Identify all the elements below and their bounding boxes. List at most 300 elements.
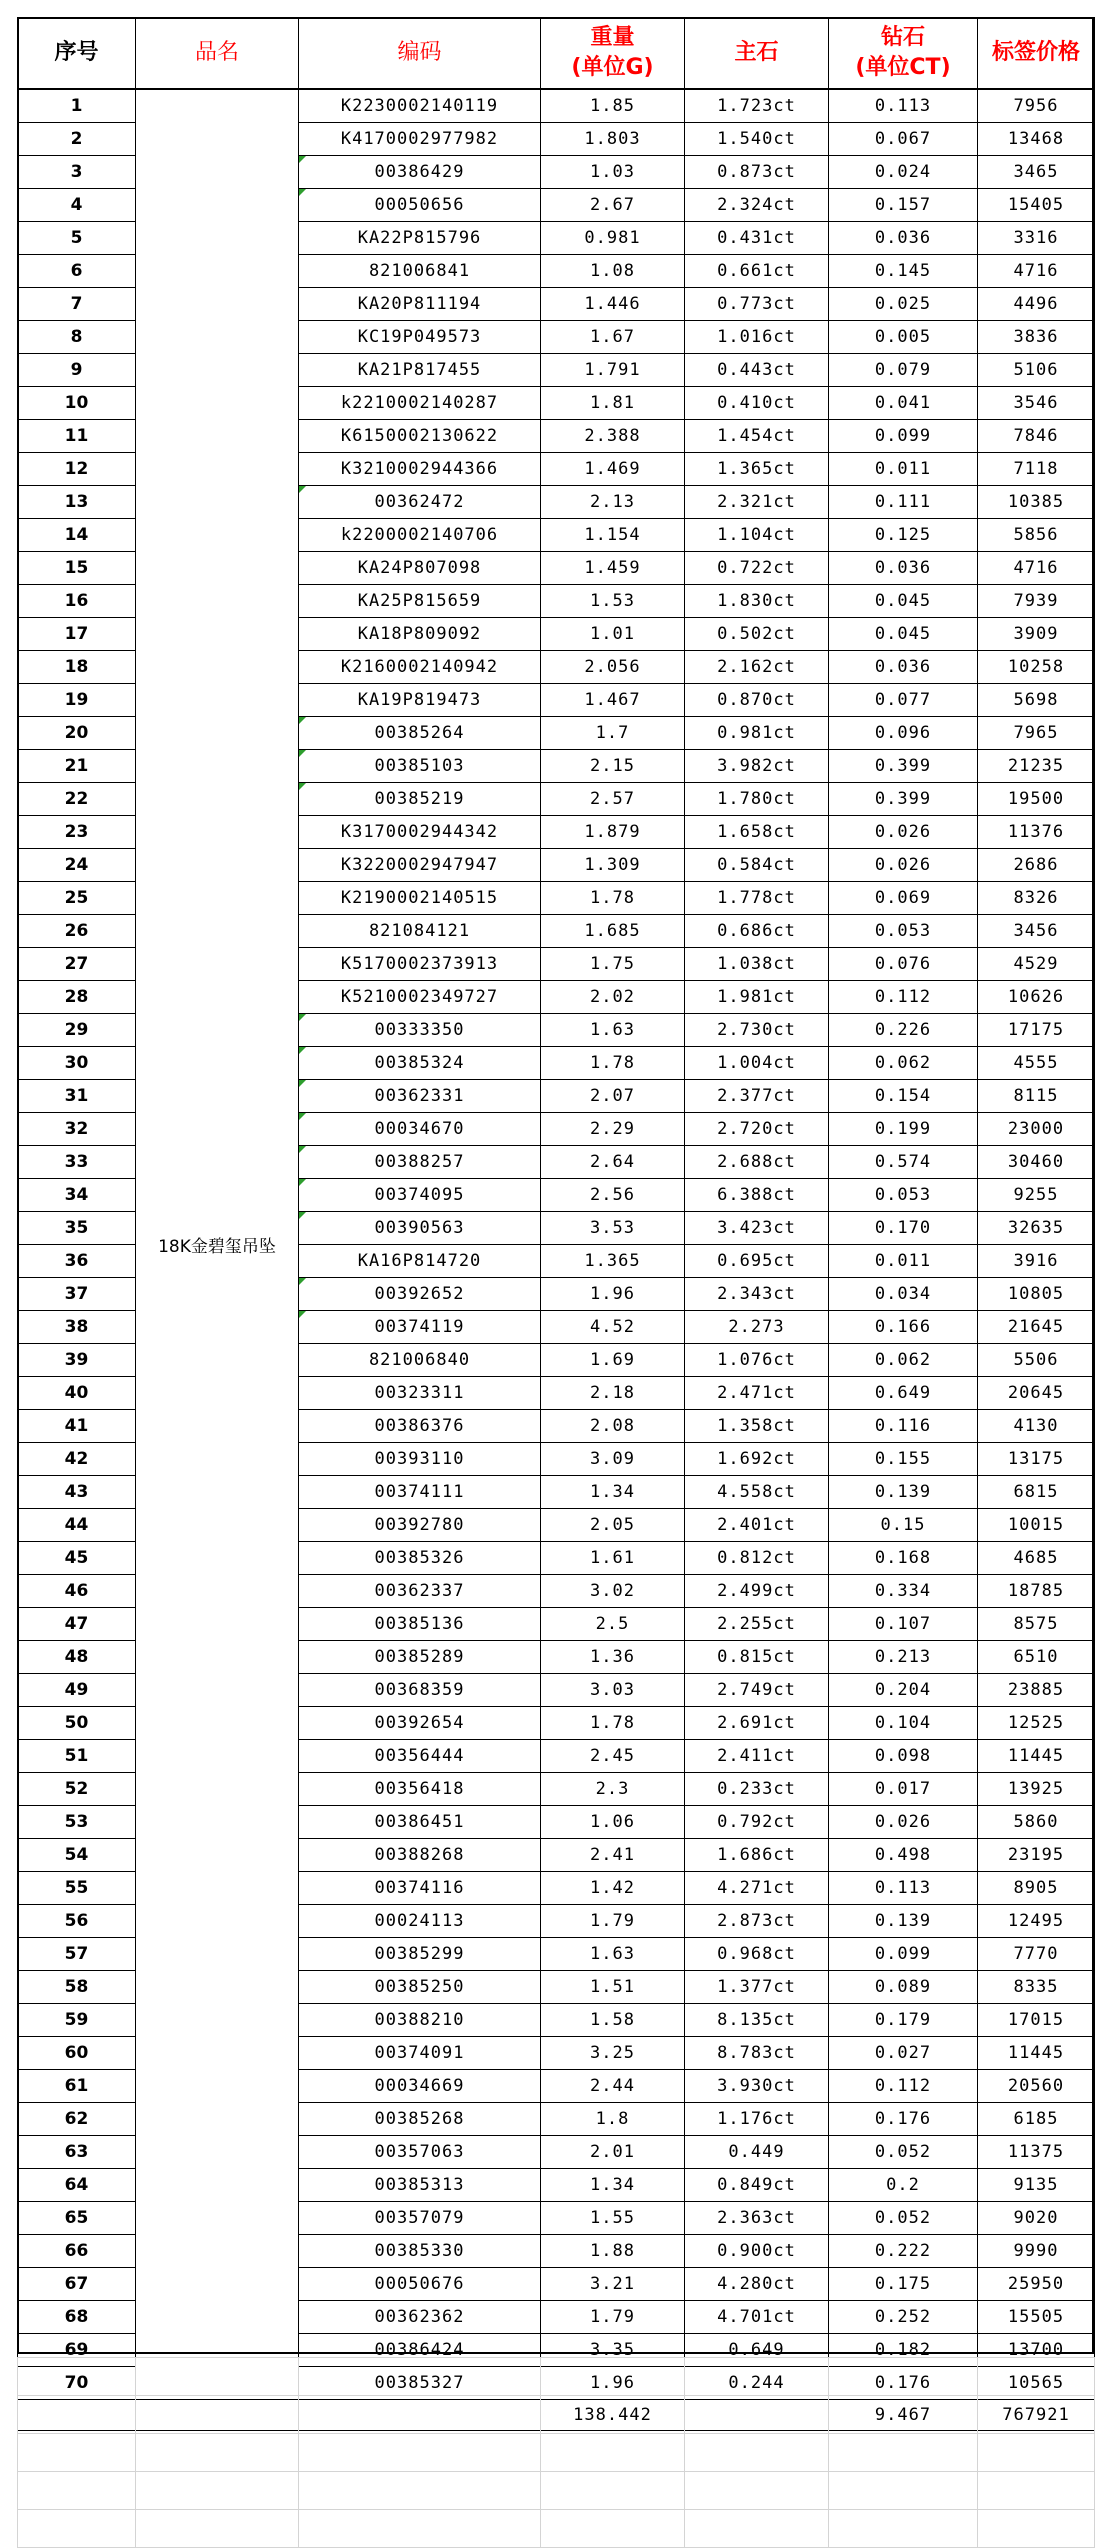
- row-weight-cell[interactable]: 1.685: [541, 915, 685, 948]
- row-weight-cell[interactable]: 2.64: [541, 1146, 685, 1179]
- row-main-stone-cell[interactable]: 2.688ct: [685, 1146, 829, 1179]
- row-seq-cell[interactable]: 36: [18, 1245, 136, 1278]
- row-code-cell[interactable]: KA22P815796: [299, 222, 541, 255]
- row-diamond-cell[interactable]: 0.168: [829, 1542, 978, 1575]
- row-diamond-cell[interactable]: 0.399: [829, 750, 978, 783]
- row-price-cell[interactable]: 11445: [978, 1740, 1095, 1773]
- row-seq-cell[interactable]: 65: [18, 2202, 136, 2235]
- row-seq-cell[interactable]: 53: [18, 1806, 136, 1839]
- row-code-cell[interactable]: KA25P815659: [299, 585, 541, 618]
- row-seq-cell[interactable]: 21: [18, 750, 136, 783]
- row-diamond-cell[interactable]: 0.157: [829, 189, 978, 222]
- row-main-stone-cell[interactable]: 0.900ct: [685, 2235, 829, 2268]
- row-weight-cell[interactable]: 3.09: [541, 1443, 685, 1476]
- row-diamond-cell[interactable]: 0.112: [829, 2070, 978, 2103]
- row-code-cell[interactable]: 00385313: [299, 2169, 541, 2202]
- row-main-stone-cell[interactable]: 0.661ct: [685, 255, 829, 288]
- row-seq-cell[interactable]: 37: [18, 1278, 136, 1311]
- row-price-cell[interactable]: 11375: [978, 2136, 1095, 2169]
- row-code-cell[interactable]: 00388268: [299, 1839, 541, 1872]
- row-price-cell[interactable]: 5860: [978, 1806, 1095, 1839]
- row-code-cell[interactable]: 00034669: [299, 2070, 541, 2103]
- row-seq-cell[interactable]: 22: [18, 783, 136, 816]
- row-code-cell[interactable]: 00386424: [299, 2334, 541, 2367]
- row-price-cell[interactable]: 3465: [978, 156, 1095, 189]
- row-weight-cell[interactable]: 1.78: [541, 882, 685, 915]
- row-weight-cell[interactable]: 3.25: [541, 2037, 685, 2070]
- empty-cell[interactable]: [136, 2434, 299, 2472]
- row-code-cell[interactable]: K3220002947947: [299, 849, 541, 882]
- row-main-stone-cell[interactable]: 0.792ct: [685, 1806, 829, 1839]
- row-main-stone-cell[interactable]: 1.778ct: [685, 882, 829, 915]
- header-weight[interactable]: [541, 18, 685, 90]
- row-diamond-cell[interactable]: 0.053: [829, 1179, 978, 1212]
- row-price-cell[interactable]: 19500: [978, 783, 1095, 816]
- row-seq-cell[interactable]: 41: [18, 1410, 136, 1443]
- row-price-cell[interactable]: 5698: [978, 684, 1095, 717]
- row-diamond-cell[interactable]: 0.077: [829, 684, 978, 717]
- row-code-cell[interactable]: KA21P817455: [299, 354, 541, 387]
- row-code-cell[interactable]: 00385330: [299, 2235, 541, 2268]
- row-diamond-cell[interactable]: 0.154: [829, 1080, 978, 1113]
- row-code-cell[interactable]: 00368359: [299, 1674, 541, 1707]
- row-seq-cell[interactable]: 16: [18, 585, 136, 618]
- row-diamond-cell[interactable]: 0.176: [829, 2103, 978, 2136]
- row-main-stone-cell[interactable]: 0.812ct: [685, 1542, 829, 1575]
- row-diamond-cell[interactable]: 0.199: [829, 1113, 978, 1146]
- row-price-cell[interactable]: 20560: [978, 2070, 1095, 2103]
- empty-cell[interactable]: [541, 2510, 685, 2548]
- row-code-cell[interactable]: 00388257: [299, 1146, 541, 1179]
- row-seq-cell[interactable]: 19: [18, 684, 136, 717]
- row-code-cell[interactable]: 00385327: [299, 2367, 541, 2400]
- row-main-stone-cell[interactable]: 2.162ct: [685, 651, 829, 684]
- row-main-stone-cell[interactable]: 0.968ct: [685, 1938, 829, 1971]
- row-main-stone-cell[interactable]: 1.981ct: [685, 981, 829, 1014]
- row-main-stone-cell[interactable]: 0.584ct: [685, 849, 829, 882]
- row-weight-cell[interactable]: 3.35: [541, 2334, 685, 2367]
- row-price-cell[interactable]: 13700: [978, 2334, 1095, 2367]
- row-weight-cell[interactable]: 1.67: [541, 321, 685, 354]
- row-seq-cell[interactable]: 28: [18, 981, 136, 1014]
- row-code-cell[interactable]: 00374116: [299, 1872, 541, 1905]
- row-weight-cell[interactable]: 2.67: [541, 189, 685, 222]
- row-seq-cell[interactable]: 46: [18, 1575, 136, 1608]
- header-seq[interactable]: 序号: [18, 18, 136, 90]
- row-code-cell[interactable]: KA24P807098: [299, 552, 541, 585]
- row-weight-cell[interactable]: 3.21: [541, 2268, 685, 2301]
- row-seq-cell[interactable]: 7: [18, 288, 136, 321]
- row-diamond-cell[interactable]: 0.011: [829, 453, 978, 486]
- row-diamond-cell[interactable]: 0.104: [829, 1707, 978, 1740]
- empty-cell[interactable]: [299, 2434, 541, 2472]
- row-seq-cell[interactable]: 15: [18, 552, 136, 585]
- row-main-stone-cell[interactable]: 6.388ct: [685, 1179, 829, 1212]
- empty-cell[interactable]: [541, 2396, 685, 2434]
- total-price[interactable]: 767921: [978, 2400, 1095, 2431]
- row-weight-cell[interactable]: 2.08: [541, 1410, 685, 1443]
- empty-cell[interactable]: [299, 2396, 541, 2434]
- row-main-stone-cell[interactable]: 2.401ct: [685, 1509, 829, 1542]
- row-seq-cell[interactable]: 1: [18, 89, 136, 123]
- row-main-stone-cell[interactable]: 1.658ct: [685, 816, 829, 849]
- row-price-cell[interactable]: 20645: [978, 1377, 1095, 1410]
- row-diamond-cell[interactable]: 0.027: [829, 2037, 978, 2070]
- row-diamond-cell[interactable]: 0.204: [829, 1674, 978, 1707]
- row-code-cell[interactable]: k2200002140706: [299, 519, 541, 552]
- row-diamond-cell[interactable]: 0.111: [829, 486, 978, 519]
- row-weight-cell[interactable]: 1.42: [541, 1872, 685, 1905]
- row-main-stone-cell[interactable]: 0.233ct: [685, 1773, 829, 1806]
- row-seq-cell[interactable]: 48: [18, 1641, 136, 1674]
- row-price-cell[interactable]: 9990: [978, 2235, 1095, 2268]
- row-price-cell[interactable]: 8905: [978, 1872, 1095, 1905]
- row-weight-cell[interactable]: 0.981: [541, 222, 685, 255]
- row-seq-cell[interactable]: 34: [18, 1179, 136, 1212]
- row-weight-cell[interactable]: 1.69: [541, 1344, 685, 1377]
- row-weight-cell[interactable]: 2.57: [541, 783, 685, 816]
- row-seq-cell[interactable]: 33: [18, 1146, 136, 1179]
- row-seq-cell[interactable]: 63: [18, 2136, 136, 2169]
- row-code-cell[interactable]: 00385103: [299, 750, 541, 783]
- row-price-cell[interactable]: 18785: [978, 1575, 1095, 1608]
- row-seq-cell[interactable]: 12: [18, 453, 136, 486]
- row-code-cell[interactable]: 00392780: [299, 1509, 541, 1542]
- empty-cell[interactable]: [685, 2472, 829, 2510]
- row-code-cell[interactable]: 00362331: [299, 1080, 541, 1113]
- empty-cell[interactable]: [299, 2358, 541, 2396]
- row-diamond-cell[interactable]: 0.213: [829, 1641, 978, 1674]
- row-code-cell[interactable]: 00392654: [299, 1707, 541, 1740]
- row-diamond-cell[interactable]: 0.155: [829, 1443, 978, 1476]
- row-seq-cell[interactable]: 44: [18, 1509, 136, 1542]
- row-price-cell[interactable]: 15505: [978, 2301, 1095, 2334]
- row-seq-cell[interactable]: 64: [18, 2169, 136, 2202]
- row-main-stone-cell[interactable]: 0.722ct: [685, 552, 829, 585]
- row-main-stone-cell[interactable]: 0.244: [685, 2367, 829, 2400]
- row-code-cell[interactable]: 00323311: [299, 1377, 541, 1410]
- row-weight-cell[interactable]: 1.03: [541, 156, 685, 189]
- row-code-cell[interactable]: 00374111: [299, 1476, 541, 1509]
- row-weight-cell[interactable]: 4.52: [541, 1311, 685, 1344]
- row-code-cell[interactable]: 00386376: [299, 1410, 541, 1443]
- row-seq-cell[interactable]: 39: [18, 1344, 136, 1377]
- row-weight-cell[interactable]: 1.53: [541, 585, 685, 618]
- row-code-cell[interactable]: 00385136: [299, 1608, 541, 1641]
- row-price-cell[interactable]: 11445: [978, 2037, 1095, 2070]
- row-weight-cell[interactable]: 3.02: [541, 1575, 685, 1608]
- row-diamond-cell[interactable]: 0.089: [829, 1971, 978, 2004]
- row-main-stone-cell[interactable]: 2.873ct: [685, 1905, 829, 1938]
- row-main-stone-cell[interactable]: 4.271ct: [685, 1872, 829, 1905]
- row-seq-cell[interactable]: 8: [18, 321, 136, 354]
- row-code-cell[interactable]: 00362362: [299, 2301, 541, 2334]
- row-code-cell[interactable]: 00386429: [299, 156, 541, 189]
- row-weight-cell[interactable]: 1.63: [541, 1014, 685, 1047]
- row-main-stone-cell[interactable]: 2.471ct: [685, 1377, 829, 1410]
- row-diamond-cell[interactable]: 0.574: [829, 1146, 978, 1179]
- row-price-cell[interactable]: 10626: [978, 981, 1095, 1014]
- row-main-stone-cell[interactable]: 2.377ct: [685, 1080, 829, 1113]
- empty-cell[interactable]: [18, 2396, 136, 2434]
- row-diamond-cell[interactable]: 0.170: [829, 1212, 978, 1245]
- empty-cell[interactable]: [978, 2396, 1095, 2434]
- row-seq-cell[interactable]: 6: [18, 255, 136, 288]
- row-seq-cell[interactable]: 17: [18, 618, 136, 651]
- row-diamond-cell[interactable]: 0.011: [829, 1245, 978, 1278]
- empty-cell[interactable]: [978, 2510, 1095, 2548]
- empty-cell[interactable]: [685, 2510, 829, 2548]
- row-code-cell[interactable]: 00390563: [299, 1212, 541, 1245]
- row-seq-cell[interactable]: 42: [18, 1443, 136, 1476]
- row-price-cell[interactable]: 7846: [978, 420, 1095, 453]
- row-code-cell[interactable]: 00034670: [299, 1113, 541, 1146]
- row-price-cell[interactable]: 4130: [978, 1410, 1095, 1443]
- row-code-cell[interactable]: KA18P809092: [299, 618, 541, 651]
- row-main-stone-cell[interactable]: 1.365ct: [685, 453, 829, 486]
- row-diamond-cell[interactable]: 0.045: [829, 585, 978, 618]
- row-code-cell[interactable]: 00385219: [299, 783, 541, 816]
- row-main-stone-cell[interactable]: 3.930ct: [685, 2070, 829, 2103]
- row-main-stone-cell[interactable]: 2.255ct: [685, 1608, 829, 1641]
- row-code-cell[interactable]: 00362337: [299, 1575, 541, 1608]
- empty-cell[interactable]: [829, 2510, 978, 2548]
- row-seq-cell[interactable]: 57: [18, 1938, 136, 1971]
- row-diamond-cell[interactable]: 0.113: [829, 1872, 978, 1905]
- header-main-stone[interactable]: 主石: [685, 18, 829, 90]
- row-seq-cell[interactable]: 40: [18, 1377, 136, 1410]
- row-price-cell[interactable]: 21645: [978, 1311, 1095, 1344]
- row-diamond-cell[interactable]: 0.024: [829, 156, 978, 189]
- row-code-cell[interactable]: 00393110: [299, 1443, 541, 1476]
- row-weight-cell[interactable]: 1.85: [541, 89, 685, 123]
- row-diamond-cell[interactable]: 0.139: [829, 1905, 978, 1938]
- row-weight-cell[interactable]: 1.78: [541, 1047, 685, 1080]
- row-seq-cell[interactable]: 66: [18, 2235, 136, 2268]
- row-main-stone-cell[interactable]: 1.377ct: [685, 1971, 829, 2004]
- row-weight-cell[interactable]: 2.3: [541, 1773, 685, 1806]
- row-main-stone-cell[interactable]: 1.104ct: [685, 519, 829, 552]
- row-diamond-cell[interactable]: 0.036: [829, 552, 978, 585]
- row-price-cell[interactable]: 13175: [978, 1443, 1095, 1476]
- row-weight-cell[interactable]: 1.36: [541, 1641, 685, 1674]
- row-diamond-cell[interactable]: 0.399: [829, 783, 978, 816]
- row-code-cell[interactable]: 00374095: [299, 1179, 541, 1212]
- empty-cell[interactable]: [685, 2358, 829, 2396]
- row-code-cell[interactable]: 00392652: [299, 1278, 541, 1311]
- product-name-cell[interactable]: 18K金碧玺吊坠: [136, 89, 299, 2400]
- row-weight-cell[interactable]: 1.469: [541, 453, 685, 486]
- row-price-cell[interactable]: 9020: [978, 2202, 1095, 2235]
- row-diamond-cell[interactable]: 0.166: [829, 1311, 978, 1344]
- row-seq-cell[interactable]: 27: [18, 948, 136, 981]
- row-main-stone-cell[interactable]: 1.004ct: [685, 1047, 829, 1080]
- row-diamond-cell[interactable]: 0.036: [829, 651, 978, 684]
- empty-cell[interactable]: [18, 2434, 136, 2472]
- row-main-stone-cell[interactable]: 2.273: [685, 1311, 829, 1344]
- row-code-cell[interactable]: K2190002140515: [299, 882, 541, 915]
- row-main-stone-cell[interactable]: 2.691ct: [685, 1707, 829, 1740]
- row-main-stone-cell[interactable]: 1.454ct: [685, 420, 829, 453]
- empty-cell[interactable]: [541, 2358, 685, 2396]
- row-seq-cell[interactable]: 14: [18, 519, 136, 552]
- row-seq-cell[interactable]: 70: [18, 2367, 136, 2400]
- row-price-cell[interactable]: 4529: [978, 948, 1095, 981]
- row-diamond-cell[interactable]: 0.15: [829, 1509, 978, 1542]
- row-price-cell[interactable]: 7956: [978, 89, 1095, 123]
- row-code-cell[interactable]: 00385268: [299, 2103, 541, 2136]
- row-price-cell[interactable]: 5506: [978, 1344, 1095, 1377]
- row-diamond-cell[interactable]: 0.182: [829, 2334, 978, 2367]
- row-main-stone-cell[interactable]: 0.443ct: [685, 354, 829, 387]
- row-price-cell[interactable]: 3546: [978, 387, 1095, 420]
- row-weight-cell[interactable]: 2.388: [541, 420, 685, 453]
- row-code-cell[interactable]: KA16P814720: [299, 1245, 541, 1278]
- row-diamond-cell[interactable]: 0.079: [829, 354, 978, 387]
- row-code-cell[interactable]: K3210002944366: [299, 453, 541, 486]
- row-diamond-cell[interactable]: 0.112: [829, 981, 978, 1014]
- empty-cell[interactable]: [136, 2472, 299, 2510]
- empty-cell[interactable]: [829, 2472, 978, 2510]
- row-diamond-cell[interactable]: 0.067: [829, 123, 978, 156]
- row-diamond-cell[interactable]: 0.036: [829, 222, 978, 255]
- row-main-stone-cell[interactable]: 2.363ct: [685, 2202, 829, 2235]
- row-seq-cell[interactable]: 10: [18, 387, 136, 420]
- row-seq-cell[interactable]: 55: [18, 1872, 136, 1905]
- row-seq-cell[interactable]: 58: [18, 1971, 136, 2004]
- row-main-stone-cell[interactable]: 0.773ct: [685, 288, 829, 321]
- row-code-cell[interactable]: 00385250: [299, 1971, 541, 2004]
- row-code-cell[interactable]: K6150002130622: [299, 420, 541, 453]
- row-price-cell[interactable]: 25950: [978, 2268, 1095, 2301]
- row-main-stone-cell[interactable]: 0.649: [685, 2334, 829, 2367]
- row-weight-cell[interactable]: 1.61: [541, 1542, 685, 1575]
- row-diamond-cell[interactable]: 0.062: [829, 1344, 978, 1377]
- row-diamond-cell[interactable]: 0.222: [829, 2235, 978, 2268]
- row-price-cell[interactable]: 15405: [978, 189, 1095, 222]
- row-main-stone-cell[interactable]: 0.873ct: [685, 156, 829, 189]
- row-price-cell[interactable]: 13468: [978, 123, 1095, 156]
- total-diamond[interactable]: 9.467: [829, 2400, 978, 2431]
- row-diamond-cell[interactable]: 0.125: [829, 519, 978, 552]
- row-weight-cell[interactable]: 1.309: [541, 849, 685, 882]
- row-main-stone-cell[interactable]: 2.324ct: [685, 189, 829, 222]
- row-seq-cell[interactable]: 68: [18, 2301, 136, 2334]
- row-diamond-cell[interactable]: 0.069: [829, 882, 978, 915]
- row-price-cell[interactable]: 3456: [978, 915, 1095, 948]
- empty-cell[interactable]: [136, 2510, 299, 2548]
- row-weight-cell[interactable]: 2.07: [541, 1080, 685, 1113]
- row-main-stone-cell[interactable]: 2.749ct: [685, 1674, 829, 1707]
- row-main-stone-cell[interactable]: 1.038ct: [685, 948, 829, 981]
- row-price-cell[interactable]: 6815: [978, 1476, 1095, 1509]
- row-code-cell[interactable]: KA19P819473: [299, 684, 541, 717]
- empty-cell[interactable]: [829, 2396, 978, 2434]
- row-weight-cell[interactable]: 1.34: [541, 2169, 685, 2202]
- row-seq-cell[interactable]: 11: [18, 420, 136, 453]
- row-code-cell[interactable]: 00362472: [299, 486, 541, 519]
- row-main-stone-cell[interactable]: 2.730ct: [685, 1014, 829, 1047]
- row-weight-cell[interactable]: 2.45: [541, 1740, 685, 1773]
- row-weight-cell[interactable]: 1.154: [541, 519, 685, 552]
- row-seq-cell[interactable]: 2: [18, 123, 136, 156]
- row-seq-cell[interactable]: 29: [18, 1014, 136, 1047]
- row-code-cell[interactable]: K5210002349727: [299, 981, 541, 1014]
- empty-cell[interactable]: [829, 2358, 978, 2396]
- row-diamond-cell[interactable]: 0.034: [829, 1278, 978, 1311]
- row-diamond-cell[interactable]: 0.053: [829, 915, 978, 948]
- row-diamond-cell[interactable]: 0.226: [829, 1014, 978, 1047]
- row-price-cell[interactable]: 10015: [978, 1509, 1095, 1542]
- row-diamond-cell[interactable]: 0.113: [829, 89, 978, 123]
- row-code-cell[interactable]: K5170002373913: [299, 948, 541, 981]
- row-seq-cell[interactable]: 35: [18, 1212, 136, 1245]
- row-code-cell[interactable]: 00385299: [299, 1938, 541, 1971]
- row-diamond-cell[interactable]: 0.005: [829, 321, 978, 354]
- row-seq-cell[interactable]: 52: [18, 1773, 136, 1806]
- row-price-cell[interactable]: 7939: [978, 585, 1095, 618]
- empty-cell[interactable]: [18, 2510, 136, 2548]
- row-main-stone-cell[interactable]: 1.076ct: [685, 1344, 829, 1377]
- row-main-stone-cell[interactable]: 4.558ct: [685, 1476, 829, 1509]
- row-code-cell[interactable]: KA20P811194: [299, 288, 541, 321]
- header-price[interactable]: 标签价格: [978, 18, 1095, 90]
- empty-cell[interactable]: [685, 2434, 829, 2472]
- row-price-cell[interactable]: 4496: [978, 288, 1095, 321]
- row-weight-cell[interactable]: 2.15: [541, 750, 685, 783]
- row-seq-cell[interactable]: 26: [18, 915, 136, 948]
- row-main-stone-cell[interactable]: 2.720ct: [685, 1113, 829, 1146]
- row-weight-cell[interactable]: 1.81: [541, 387, 685, 420]
- row-price-cell[interactable]: 21235: [978, 750, 1095, 783]
- row-main-stone-cell[interactable]: 1.780ct: [685, 783, 829, 816]
- row-price-cell[interactable]: 4716: [978, 255, 1095, 288]
- row-main-stone-cell[interactable]: 0.686ct: [685, 915, 829, 948]
- row-main-stone-cell[interactable]: 8.783ct: [685, 2037, 829, 2070]
- row-seq-cell[interactable]: 62: [18, 2103, 136, 2136]
- empty-cell[interactable]: [978, 2434, 1095, 2472]
- row-weight-cell[interactable]: 1.78: [541, 1707, 685, 1740]
- row-code-cell[interactable]: K4170002977982: [299, 123, 541, 156]
- row-weight-cell[interactable]: 1.803: [541, 123, 685, 156]
- empty-cell[interactable]: [829, 2434, 978, 2472]
- row-price-cell[interactable]: 4685: [978, 1542, 1095, 1575]
- row-weight-cell[interactable]: 1.7: [541, 717, 685, 750]
- row-seq-cell[interactable]: 30: [18, 1047, 136, 1080]
- row-code-cell[interactable]: 00374119: [299, 1311, 541, 1344]
- row-weight-cell[interactable]: 1.79: [541, 2301, 685, 2334]
- row-diamond-cell[interactable]: 0.017: [829, 1773, 978, 1806]
- row-weight-cell[interactable]: 3.03: [541, 1674, 685, 1707]
- row-diamond-cell[interactable]: 0.076: [829, 948, 978, 981]
- row-weight-cell[interactable]: 1.01: [541, 618, 685, 651]
- row-weight-cell[interactable]: 1.365: [541, 1245, 685, 1278]
- row-code-cell[interactable]: 00385264: [299, 717, 541, 750]
- row-diamond-cell[interactable]: 0.099: [829, 420, 978, 453]
- row-weight-cell[interactable]: 2.13: [541, 486, 685, 519]
- row-seq-cell[interactable]: 24: [18, 849, 136, 882]
- row-main-stone-cell[interactable]: 2.499ct: [685, 1575, 829, 1608]
- row-price-cell[interactable]: 7965: [978, 717, 1095, 750]
- row-code-cell[interactable]: 00050656: [299, 189, 541, 222]
- row-weight-cell[interactable]: 2.056: [541, 651, 685, 684]
- row-main-stone-cell[interactable]: 1.176ct: [685, 2103, 829, 2136]
- row-seq-cell[interactable]: 60: [18, 2037, 136, 2070]
- row-weight-cell[interactable]: 1.879: [541, 816, 685, 849]
- row-diamond-cell[interactable]: 0.096: [829, 717, 978, 750]
- row-seq-cell[interactable]: 25: [18, 882, 136, 915]
- empty-cell[interactable]: [978, 2358, 1095, 2396]
